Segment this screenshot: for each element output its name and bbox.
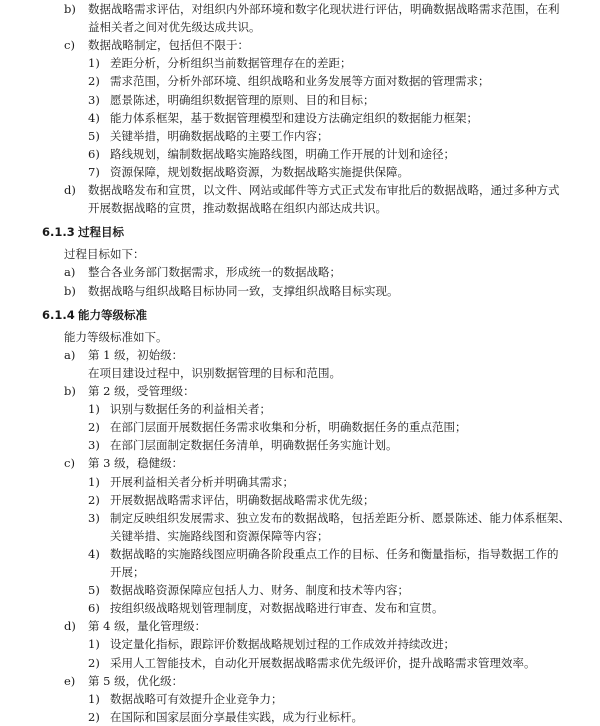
list-text: 路线规划，编制数据战略实施路线图，明确工作开展的计划和途径； — [110, 146, 455, 161]
list-text: 数据战略需求评估，对组织内外部环境和数字化现状进行评估，明确数据战略需求范围，在利 — [88, 2, 560, 16]
list-text: 第 2 级，受管理级： — [88, 384, 195, 398]
list-item-a — [0, 346, 600, 364]
list-item-continuation — [0, 199, 600, 217]
list-text: 按组织级战略规划管理制度，对数据战略进行审查、发布和宣贯。 — [110, 601, 444, 616]
list-text: 资源保障，规划数据战略资源，为数据战略实施提供保障。 — [110, 164, 409, 179]
list-text: 数据战略发布和宣贯，以文件、网站或邮件等方式正式发布审批后的数据战略，通过多种方式 — [88, 183, 560, 197]
sublist-item-3 — [0, 436, 600, 454]
sublist-item-6 — [0, 145, 600, 163]
list-marker: a) — [64, 347, 76, 362]
list-item-b — [0, 282, 600, 300]
paragraph-text: 过程目标如下： — [64, 247, 145, 262]
list-text: 数据战略与组织战略目标协同一致，支撑组织战略目标实现。 — [88, 283, 399, 298]
list-marker: 2) — [88, 74, 100, 89]
list-text: 益相关者之间对优先级达成共识。 — [88, 20, 261, 35]
list-text: 开展数据战略的宣贯，推动数据战略在组织内部达成共识。 — [88, 201, 387, 216]
list-marker: 7) — [88, 164, 100, 179]
list-marker: 3) — [88, 510, 100, 525]
list-item-b — [0, 0, 600, 18]
list-marker: c) — [64, 456, 75, 471]
list-item-continuation — [0, 18, 600, 36]
list-item-b — [0, 382, 600, 400]
sublist-item-2 — [0, 72, 600, 90]
list-text: 差距分析，分析组织当前数据管理存在的差距； — [110, 56, 352, 71]
sublist-item-2 — [0, 491, 600, 509]
list-text: 在项目建设过程中，识别数据管理的目标和范围。 — [88, 365, 341, 380]
list-marker: 6) — [88, 601, 100, 616]
list-text: 需求范围，分析外部环境、组织战略和业务发展等方面对数据的管理需求； — [110, 74, 490, 89]
list-item-c — [0, 454, 600, 472]
list-marker: 5) — [88, 128, 100, 143]
section-number: 6.1.3 — [42, 225, 75, 240]
list-marker: b) — [64, 283, 76, 298]
sublist-item-3 — [0, 509, 600, 527]
list-text: 关键举措，明确数据战略的主要工作内容； — [110, 128, 329, 143]
list-marker: c) — [64, 38, 75, 53]
list-marker: e) — [64, 673, 76, 688]
section-title: 过程目标 — [78, 225, 124, 240]
list-text: 采用人工智能技术，自动化开展数据战略需求优先级评价，提升战略需求管理效率。 — [110, 655, 536, 670]
sublist-item-3 — [0, 91, 600, 109]
list-text: 开展利益相关者分析并明确其需求； — [110, 474, 294, 489]
sublist-item-continuation — [0, 527, 600, 545]
list-marker: 2) — [88, 420, 100, 435]
sublist-item-2 — [0, 708, 600, 726]
list-text: 在国际和国家层面分享最佳实践，成为行业标杆。 — [110, 709, 363, 724]
section-heading-6-1-4 — [0, 306, 600, 324]
list-marker: a) — [64, 265, 76, 280]
list-text: 开展数据战略需求评估，明确数据战略需求优先级； — [110, 492, 375, 507]
list-marker: 1) — [88, 56, 100, 71]
sublist-item-5 — [0, 127, 600, 145]
list-marker: b) — [64, 384, 76, 398]
list-text: 数据战略可有效提升企业竞争力； — [110, 691, 283, 706]
list-marker: 5) — [88, 583, 100, 598]
list-marker: 2) — [88, 655, 100, 670]
list-text: 第 5 级，优化级： — [88, 673, 184, 688]
list-item-continuation — [0, 364, 600, 382]
sublist-item-2 — [0, 418, 600, 436]
sublist-item-1 — [0, 473, 600, 491]
list-text: 整合各业务部门数据需求，形成统一的数据战略； — [88, 265, 341, 280]
list-marker: 1) — [88, 402, 100, 417]
list-text: 第 3 级，稳健级： — [88, 456, 184, 471]
sublist-item-continuation — [0, 563, 600, 581]
sublist-item-4 — [0, 545, 600, 563]
list-text: 数据战略资源保障应包括人力、财务、制度和技术等内容； — [110, 583, 409, 598]
list-item-a — [0, 263, 600, 281]
sublist-item-5 — [0, 581, 600, 599]
list-text: 在部门层面开展数据任务需求收集和分析，明确数据任务的重点范围； — [110, 420, 467, 435]
list-marker: 6) — [88, 146, 100, 161]
paragraph — [0, 245, 600, 263]
list-item-e — [0, 672, 600, 690]
list-text: 识别与数据任务的利益相关者； — [110, 402, 271, 417]
sublist-item-2 — [0, 654, 600, 672]
list-text: 在部门层面制定数据任务清单，明确数据任务实施计划。 — [110, 438, 398, 453]
list-marker: 3) — [88, 438, 100, 453]
sublist-item-4 — [0, 109, 600, 127]
list-text: 数据战略的实施路线图应明确各阶段重点工作的目标、任务和衡量指标，指导数据工作的 — [110, 546, 559, 561]
list-item-c — [0, 36, 600, 54]
list-marker: 3) — [88, 92, 100, 107]
list-marker: 1) — [88, 691, 100, 706]
list-marker: d) — [64, 619, 76, 634]
list-text: 制定反映组织发展需求、独立发布的数据战略，包括差距分析、愿景陈述、能力体系框架、 — [110, 510, 570, 525]
list-text: 愿景陈述，明确组织数据管理的原则、目的和目标； — [110, 92, 375, 107]
list-item-d — [0, 181, 600, 199]
list-marker: 4) — [88, 110, 100, 125]
sublist-item-7 — [0, 163, 600, 181]
sublist-item-6 — [0, 599, 600, 617]
list-marker: 2) — [88, 492, 100, 507]
list-text: 开展； — [110, 565, 145, 579]
section-heading-6-1-3 — [0, 223, 600, 241]
section-title: 能力等级标准 — [78, 307, 147, 322]
list-marker: d) — [64, 183, 76, 197]
section-number: 6.1.4 — [42, 307, 75, 322]
paragraph-text: 能力等级标准如下。 — [64, 329, 168, 344]
sublist-item-1 — [0, 54, 600, 72]
list-text: 设定量化指标，跟踪评价数据战略规划过程的工作成效并持续改进； — [110, 637, 455, 652]
list-text: 第 4 级，量化管理级： — [88, 619, 207, 634]
list-text: 关键举措、实施路线图和资源保障等内容； — [110, 528, 329, 543]
list-marker: 1) — [88, 474, 100, 489]
list-text: 能力体系框架，基于数据管理模型和建设方法确定组织的数据能力框架； — [110, 110, 478, 125]
paragraph — [0, 328, 600, 346]
sublist-item-1 — [0, 635, 600, 653]
list-marker: 2) — [88, 709, 100, 724]
sublist-item-1 — [0, 690, 600, 708]
sublist-item-1 — [0, 400, 600, 418]
list-marker: 4) — [88, 546, 100, 561]
list-text: 数据战略制定，包括但不限于： — [88, 38, 249, 53]
list-marker: 1) — [88, 637, 100, 652]
list-item-d — [0, 617, 600, 635]
list-marker: b) — [64, 2, 76, 16]
list-text: 第 1 级，初始级： — [88, 347, 184, 362]
